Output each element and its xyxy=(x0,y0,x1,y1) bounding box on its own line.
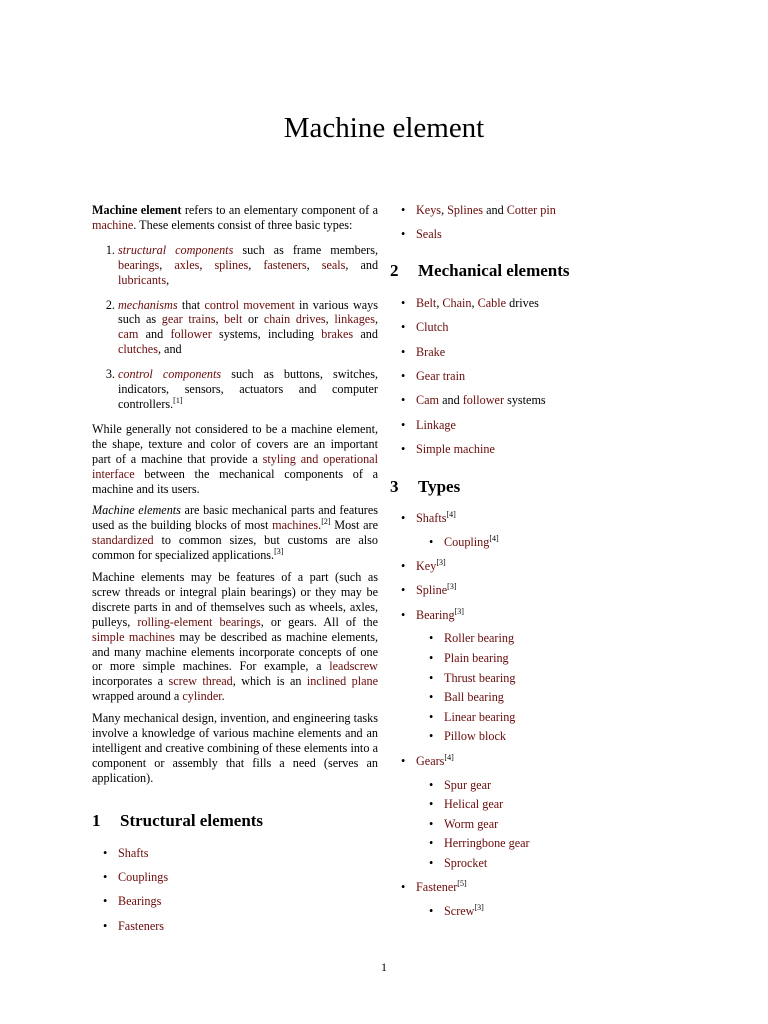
list-item xyxy=(118,919,378,934)
right-column xyxy=(390,203,690,928)
citation-ref[interactable]: [4] xyxy=(446,509,456,519)
list-item xyxy=(416,345,690,360)
link-spur-gear[interactable]: Spur gear xyxy=(444,777,492,792)
gears-sublist xyxy=(416,778,690,871)
list-item xyxy=(416,369,690,384)
link-fasteners[interactable]: fasteners xyxy=(263,257,307,272)
link-spline[interactable]: Spline xyxy=(416,583,448,598)
list-item xyxy=(416,583,690,598)
link-ball-bearing[interactable]: Ball bearing xyxy=(444,690,504,705)
paragraph-covers: While generally not considered to be a machine element, the shape, texture and color of covers are an important part of a machine that provide a styling and operational interface between the mechanical components of a machine and its users. xyxy=(92,421,378,496)
link-inclined-plane[interactable]: inclined plane xyxy=(306,674,378,689)
link-splines-item[interactable]: Splines xyxy=(447,203,484,217)
link-splines[interactable]: splines xyxy=(214,257,249,272)
list-item xyxy=(444,671,690,686)
continued-list xyxy=(390,203,690,242)
link-structural-components[interactable]: structural components xyxy=(118,242,234,257)
structural-list xyxy=(92,846,378,934)
link-cylinder[interactable]: cylinder xyxy=(182,689,222,704)
link-keys[interactable]: Keys xyxy=(416,203,442,217)
link-gear-train[interactable]: Gear train xyxy=(416,369,466,383)
link-chain[interactable]: Chain xyxy=(442,296,472,311)
list-item xyxy=(444,904,690,919)
link-worm-gear[interactable]: Worm gear xyxy=(444,816,499,831)
list-item xyxy=(416,442,690,457)
list-item xyxy=(416,511,690,550)
list-item xyxy=(444,797,690,812)
list-item xyxy=(444,729,690,744)
paragraph-building-blocks: Machine elements are basic mechanical parts and features used as the building blocks of most machines.[2] Most are standardized to common sizes, but customs are also common for specialized applications.[3] xyxy=(92,503,379,563)
bearing-sublist xyxy=(416,631,690,744)
list-item: • Keys, Splines and Cotter pin xyxy=(416,203,690,218)
citation-ref[interactable]: [3] xyxy=(436,557,446,567)
page-number: 1 xyxy=(381,960,387,974)
link-control-components[interactable]: control components xyxy=(118,367,222,382)
link-cam-item[interactable]: Cam xyxy=(416,393,440,408)
list-item xyxy=(416,559,690,574)
section-heading-mechanical: 2 Mechanical elements xyxy=(390,261,570,281)
link-machines[interactable]: machines xyxy=(272,518,319,533)
list-item xyxy=(444,535,690,550)
left-column xyxy=(92,203,378,943)
link-leadscrew[interactable]: leadscrew xyxy=(329,659,378,674)
link-standardized[interactable]: standardized xyxy=(92,533,154,548)
citation-ref[interactable]: [1] xyxy=(173,395,183,405)
list-item xyxy=(444,690,690,705)
link-styling-interface[interactable]: styling and operational interface xyxy=(92,451,378,481)
link-thrust-bearing[interactable]: Thrust bearing xyxy=(444,670,516,685)
citation-ref[interactable]: [3] xyxy=(447,582,457,592)
list-item xyxy=(416,227,690,242)
link-follower[interactable]: follower xyxy=(170,327,212,342)
term-bold: Machine element xyxy=(92,203,182,217)
link-gear-trains[interactable]: gear trains xyxy=(161,312,216,327)
list-item: 2. mechanisms that control movement in various ways such as gear trains, belt or chain drives, linkages, cam and follower systems, including brakes and clutches, and xyxy=(118,298,378,358)
link-pillow-block[interactable]: Pillow block xyxy=(444,729,506,744)
link-cotter-pin[interactable]: Cotter pin xyxy=(506,203,556,217)
link-brakes[interactable]: brakes xyxy=(321,327,354,342)
link-cam[interactable]: cam xyxy=(118,327,139,342)
list-item xyxy=(444,836,690,851)
section-heading-structural: 1 Structural elements xyxy=(92,810,264,830)
link-seals[interactable]: seals xyxy=(321,257,346,272)
link-cable[interactable]: Cable xyxy=(477,296,507,311)
types-ordered-list xyxy=(92,243,378,412)
list-item xyxy=(118,846,378,861)
list-item xyxy=(444,817,690,832)
link-simple-machine[interactable]: Simple machine xyxy=(416,441,495,456)
list-item: • Cam and follower systems xyxy=(416,393,690,408)
link-screw[interactable]: Screw xyxy=(444,904,475,919)
link-rolling-element-bearings[interactable]: rolling-element bearings xyxy=(137,614,261,629)
list-item xyxy=(416,418,690,433)
link-bearing[interactable]: Bearing xyxy=(416,607,455,622)
link-bearings[interactable]: bearings xyxy=(118,257,160,272)
fastener-sublist xyxy=(416,904,690,919)
link-clutch[interactable]: Clutch xyxy=(416,320,449,335)
link-shafts[interactable]: Shafts xyxy=(118,845,149,860)
link-belt-item[interactable]: Belt xyxy=(416,296,437,311)
citation-ref[interactable]: [4] xyxy=(444,752,454,762)
link-gears[interactable]: Gears xyxy=(416,753,445,768)
link-lubricants[interactable]: lubricants xyxy=(118,272,167,287)
link-shafts-type[interactable]: Shafts xyxy=(416,510,447,525)
list-item xyxy=(416,608,690,745)
link-machine[interactable]: machine xyxy=(92,217,134,232)
link-couplings[interactable]: Couplings xyxy=(118,869,169,884)
link-key[interactable]: Key xyxy=(416,558,437,573)
link-coupling[interactable]: Coupling xyxy=(444,534,490,549)
list-item xyxy=(416,754,690,871)
link-linear-bearing[interactable]: Linear bearing xyxy=(444,709,516,724)
intro-paragraph: Machine element refers to an elementary component of a machine. These elements consist of three basic types: xyxy=(92,203,378,232)
types-list xyxy=(390,511,690,919)
paragraph-design: Many mechanical design, invention, and engineering tasks involve a knowledge of various machine elements and an intelligent and creative combining of these elements into a component or assembly that fills a need (serves an application). xyxy=(92,711,378,785)
list-item xyxy=(444,651,690,666)
citation-ref[interactable]: [4] xyxy=(489,533,499,543)
link-screw-thread[interactable]: screw thread xyxy=(168,674,233,689)
link-control-movement[interactable]: control movement xyxy=(204,297,295,312)
citation-ref[interactable]: [3] xyxy=(474,903,484,913)
link-fasteners-item[interactable]: Fasteners xyxy=(118,918,165,933)
link-fastener[interactable]: Fastener xyxy=(416,880,458,895)
link-belt[interactable]: belt xyxy=(224,312,243,327)
list-item: 3. control components such as buttons, switches, indicators, sensors, actuators and computer controllers.[1] xyxy=(118,367,378,412)
link-roller-bearing[interactable]: Roller bearing xyxy=(444,631,515,646)
section-heading-types: 3 Types xyxy=(390,476,461,496)
list-item: 1. structural components such as frame members, bearings, axles, splines, fasteners, seals, and lubricants, xyxy=(118,243,378,288)
citation-ref[interactable]: [2] xyxy=(321,517,331,527)
list-item xyxy=(444,778,690,793)
link-herringbone-gear[interactable]: Herringbone gear xyxy=(444,836,530,851)
list-item xyxy=(444,856,690,871)
link-chain-drives[interactable]: chain drives xyxy=(263,312,326,327)
link-sprocket[interactable]: Sprocket xyxy=(444,855,488,870)
list-item xyxy=(416,880,690,919)
list-item xyxy=(118,870,378,885)
list-item xyxy=(416,320,690,335)
citation-ref[interactable]: [3] xyxy=(274,547,284,557)
link-helical-gear[interactable]: Helical gear xyxy=(444,797,504,812)
link-mechanisms[interactable]: mechanisms xyxy=(118,297,178,312)
link-bearings-item[interactable]: Bearings xyxy=(118,894,162,909)
list-item xyxy=(444,631,690,646)
shafts-sublist xyxy=(416,535,690,550)
citation-ref[interactable]: [5] xyxy=(457,879,467,889)
link-brake[interactable]: Brake xyxy=(416,344,446,359)
link-simple-machines[interactable]: simple machines xyxy=(92,629,175,644)
page-title: Machine element xyxy=(283,112,485,144)
link-axles[interactable]: axles xyxy=(174,257,200,272)
citation-ref[interactable]: [3] xyxy=(454,606,464,616)
link-plain-bearing[interactable]: Plain bearing xyxy=(444,651,509,665)
list-item: • Belt, Chain, Cable drives xyxy=(416,296,690,311)
paragraph-features: Machine elements may be features of a part (such as screw threads or integral plain bearings) or they may be discrete parts in and of themselves such as wheels, axles, pulleys, rolling-element bearings, or gears. All of the simple machines may be described as machine elements, and many machine elements incorporate concepts of one or more simple machines. For example, a leadscrew incorporates a screw thread, which is an inclined plane wrapped around a cylinder. xyxy=(92,570,379,704)
link-clutches[interactable]: clutches xyxy=(118,342,158,357)
mechanical-list xyxy=(390,296,690,457)
list-item xyxy=(444,710,690,725)
link-follower-item[interactable]: follower xyxy=(462,393,505,408)
link-seals-item[interactable]: Seals xyxy=(416,227,442,242)
list-item xyxy=(118,894,378,909)
link-linkages[interactable]: linkages xyxy=(334,312,375,327)
link-linkage[interactable]: Linkage xyxy=(416,417,456,432)
